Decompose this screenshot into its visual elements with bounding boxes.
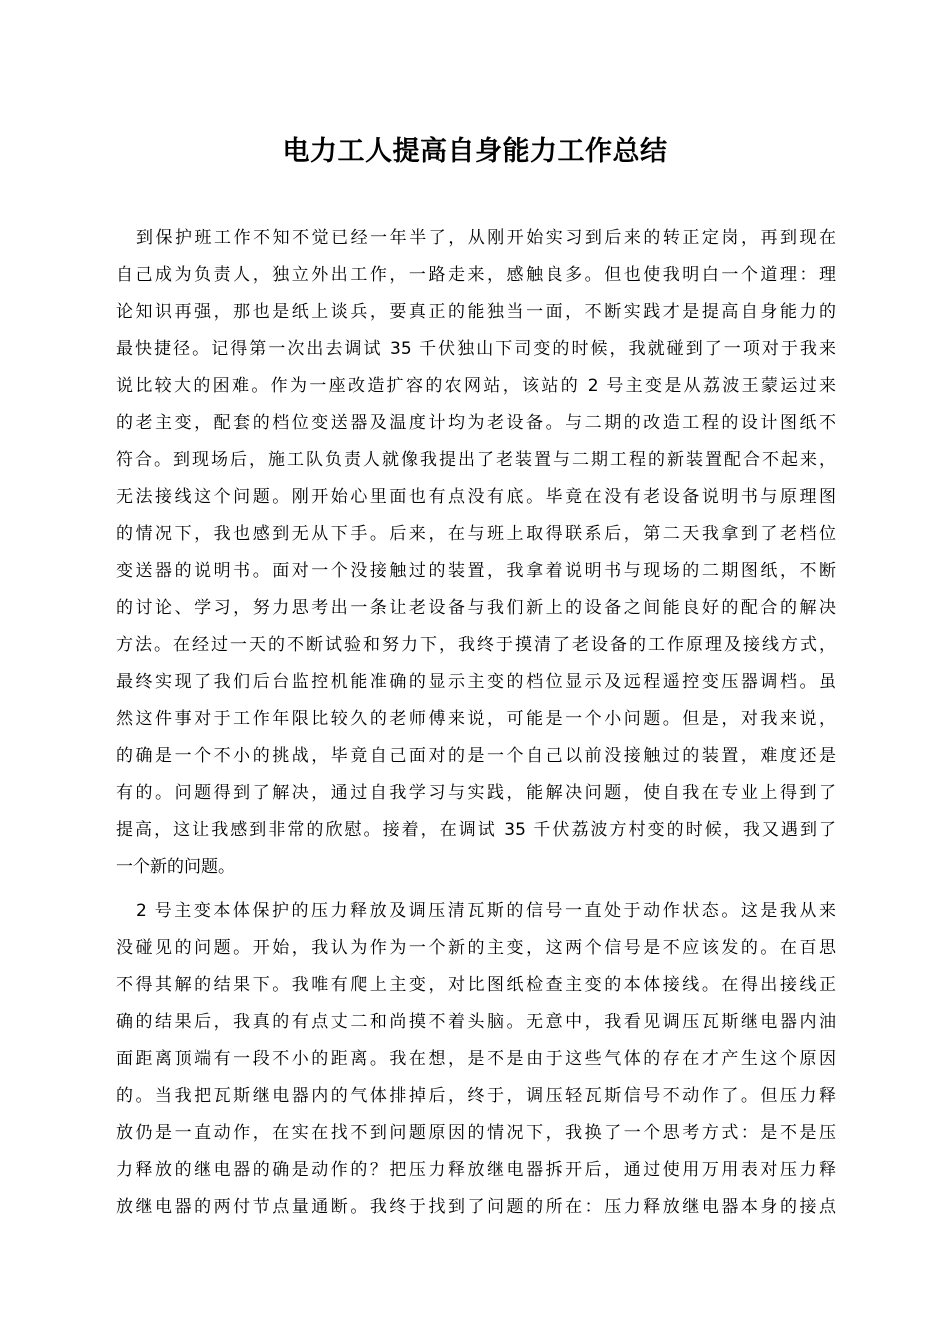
paragraph-1-line-12: 方法。在经过一天的不断试验和努力下，我终于摸清了老设备的工作原理及接线方式，: [116, 635, 836, 655]
paragraph-1-line-1: 到保护班工作不知不觉已经一年半了，从刚开始实习到后来的转正定岗，再到现在: [136, 228, 836, 248]
paragraph-1-line-11: 的讨论、学习，努力思考出一条让老设备与我们新上的设备之间能良好的配合的解决: [116, 598, 836, 618]
paragraph-2-line-7: 放仍是一直动作，在实在找不到问题原因的情况下，我换了一个思考方式：是不是压: [116, 1123, 836, 1143]
paragraph-1-line-4: 最快捷径。记得第一次出去调试 35 千伏独山下司变的时候，我就碰到了一项对于我来: [116, 339, 836, 359]
paragraph-1-line-16: 有的。问题得到了解决，通过自我学习与实践，能解决问题，使自我在专业上得到了: [116, 783, 836, 803]
paragraph-1-line-6: 的老主变，配套的档位变送器及温度计均为老设备。与二期的改造工程的设计图纸不: [116, 413, 836, 433]
paragraph-1-line-10: 变送器的说明书。面对一个没接触过的装置，我拿着说明书与现场的二期图纸，不断: [116, 561, 836, 581]
paragraph-2-line-1: 2 号主变本体保护的压力释放及调压清瓦斯的信号一直处于动作状态。这是我从来: [136, 901, 836, 921]
paragraph-2-line-3: 不得其解的结果下。我唯有爬上主变，对比图纸检查主变的本体接线。在得出接线正: [116, 975, 836, 995]
paragraph-2-line-5: 面距离顶端有一段不小的距离。我在想，是不是由于这些气体的存在才产生这个原因: [116, 1049, 836, 1069]
paragraph-1-line-15: 的确是一个不小的挑战，毕竟自己面对的是一个自己以前没接触过的装置，难度还是: [116, 746, 836, 766]
paragraph-2-line-6: 的。当我把瓦斯继电器内的气体排掉后，终于，调压轻瓦斯信号不动作了。但压力释: [116, 1086, 836, 1106]
page-title: 电力工人提高自身能力工作总结: [282, 136, 668, 167]
paragraph-1-line-13: 最终实现了我们后台监控机能准确的显示主变的档位显示及远程遥控变压器调档。虽: [116, 672, 836, 692]
paragraph-1-line-7: 符合。到现场后，施工队负责人就像我提出了老装置与二期工程的新装置配合不起来，: [116, 450, 836, 470]
paragraph-1-line-17: 提高，这让我感到非常的欣慰。接着，在调试 35 千伏荔波方村变的时候，我又遇到了: [116, 820, 836, 840]
paragraph-1-line-14: 然这件事对于工作年限比较久的老师傅来说，可能是一个小问题。但是，对我来说，: [116, 709, 836, 729]
paragraph-1-line-3: 论知识再强，那也是纸上谈兵，要真正的能独当一面，不断实践才是提高自身能力的: [116, 302, 836, 322]
paragraph-1-line-5: 说比较大的困难。作为一座改造扩容的农网站，该站的 2 号主变是从荔波王蒙运过来: [116, 376, 836, 396]
paragraph-1-line-18: 一个新的问题。: [116, 857, 235, 877]
paragraph-1-line-2: 自己成为负责人，独立外出工作，一路走来，感触良多。但也使我明白一个道理：理: [116, 265, 836, 285]
paragraph-2-line-4: 确的结果后，我真的有点丈二和尚摸不着头脑。无意中，我看见调压瓦斯继电器内油: [116, 1012, 836, 1032]
paragraph-2-line-9: 放继电器的两付节点量通断。我终于找到了问题的所在：压力释放继电器本身的接点: [116, 1197, 836, 1217]
paragraph-2-line-2: 没碰见的问题。开始，我认为作为一个新的主变，这两个信号是不应该发的。在百思: [116, 938, 836, 958]
paragraph-2-line-8: 力释放的继电器的确是动作的？把压力释放继电器拆开后，通过使用万用表对压力释: [116, 1160, 836, 1180]
paragraph-1-line-9: 的情况下，我也感到无从下手。后来，在与班上取得联系后，第二天我拿到了老档位: [116, 524, 836, 544]
paragraph-1-line-8: 无法接线这个问题。刚开始心里面也有点没有底。毕竟在没有老设备说明书与原理图: [116, 487, 836, 507]
